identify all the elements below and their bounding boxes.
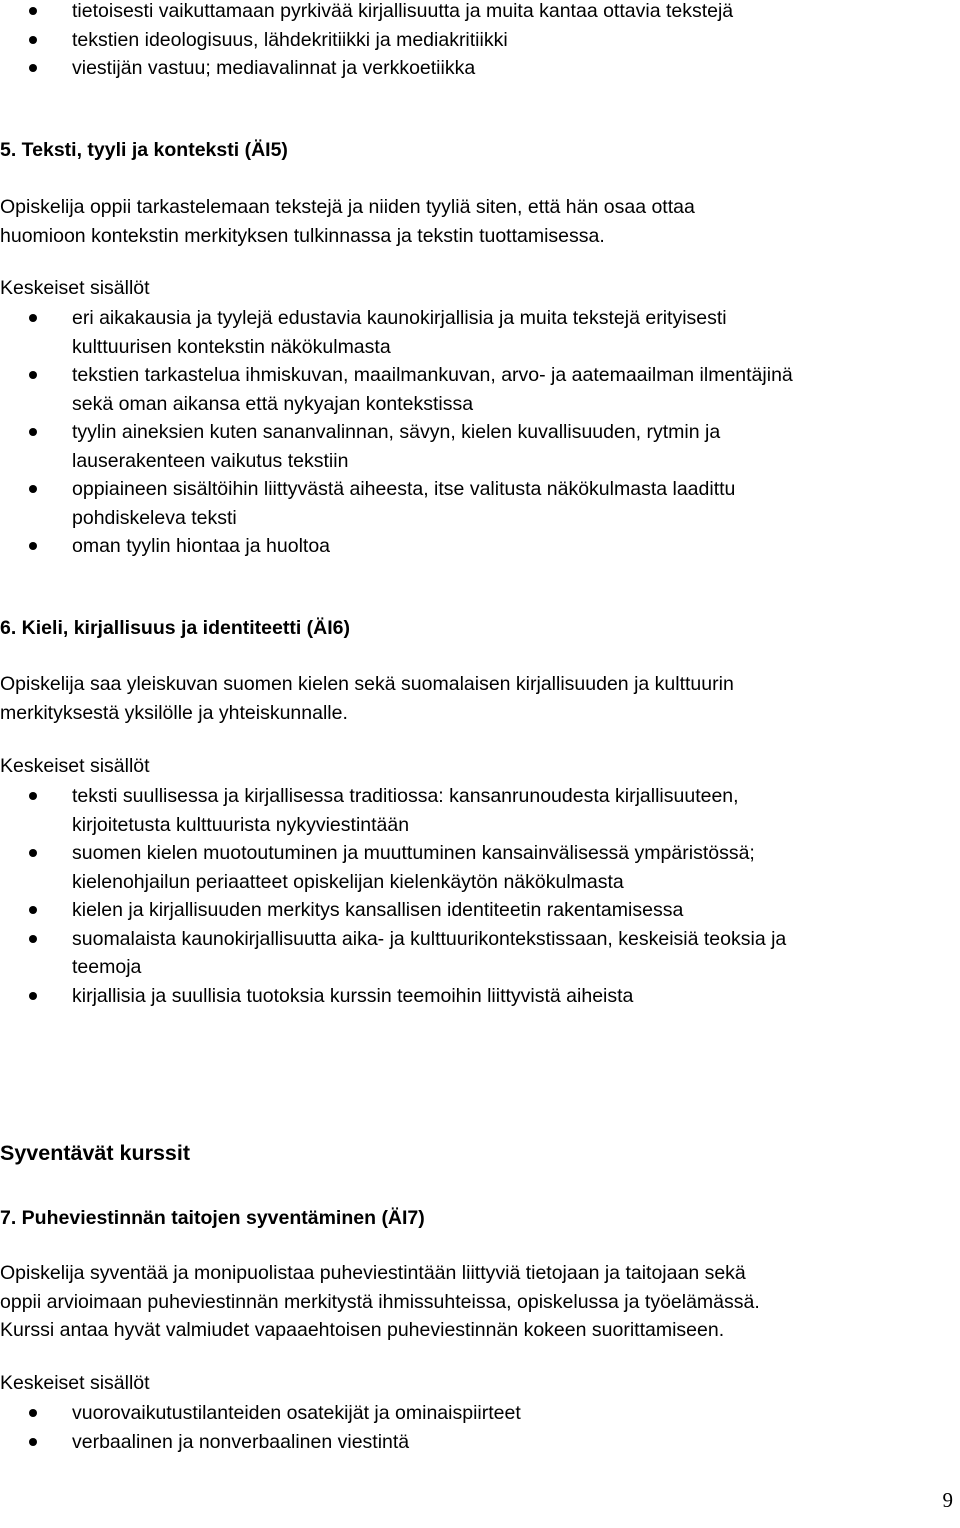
top-bullet-list (0, 0, 960, 83)
bullet-icon (29, 371, 37, 379)
section-heading: 5. Teksti, tyyli ja konteksti (ÄI5) (0, 139, 288, 161)
section-intro: Opiskelija syventää ja monipuolistaa puheviestintään liittyviä tietojaan ja taitojaan sekä oppii arvioimaan puheviestinnän merkitystä ihmissuhteissa, opiskelussa ja työelämässä. Kurssi antaa hyvät valmiudet vapaaehtoisen puheviestinnän kokeen suorittamiseen. (0, 1262, 760, 1341)
major-heading: Syventävät kurssit (0, 1141, 191, 1165)
list-item: teksti suullisessa ja kirjallisessa traditiossa: kansanrunoudesta kirjallisuuteen, kirjoitetusta kulttuurista nykyviestintään (0, 782, 960, 839)
list-item: eri aikakausia ja tyylejä edustavia kaunokirjallisia ja muita tekstejä erityisesti kulttuurisen kontekstin näkökulmasta (0, 304, 960, 361)
list-item: verbaalinen ja nonverbaalinen viestintä (0, 1428, 960, 1457)
section-subheading: Keskeiset sisällöt (0, 755, 150, 777)
list-item: kielen ja kirjallisuuden merkitys kansallisen identiteetin rakentamisessa (0, 896, 960, 925)
list-item: suomen kielen muotoutuminen ja muuttuminen kansainvälisessä ympäristössä; kielenohjailun periaatteet opiskelijan kielenkäytön näkökulmasta (0, 839, 960, 896)
list-item: tyylin aineksien kuten sananvalinnan, sävyn, kielen kuvallisuuden, rytmin ja lauserakenteen vaikutus tekstiin (0, 418, 960, 475)
list-item: viestijän vastuu; mediavalinnat ja verkkoetiikka (0, 54, 960, 83)
section-heading: 7. Puheviestinnän taitojen syventäminen (ÄI7) (0, 1207, 425, 1229)
bullet-icon (29, 849, 37, 857)
bullet-icon (29, 992, 37, 1000)
section-subheading: Keskeiset sisällöt (0, 277, 150, 299)
bullet-icon (29, 906, 37, 914)
page-number: 9 (942, 1488, 953, 1512)
section-heading: 6. Kieli, kirjallisuus ja identiteetti (ÄI6) (0, 617, 351, 639)
bullet-icon (29, 542, 37, 550)
list-item: oman tyylin hiontaa ja huoltoa (0, 532, 960, 561)
section-intro: Opiskelija saa yleiskuvan suomen kielen sekä suomalaisen kirjallisuuden ja kulttuurin merkityksestä yksilölle ja yhteiskunnalle. (0, 673, 734, 724)
bullet-icon (29, 64, 37, 72)
bullet-icon (29, 485, 37, 493)
section-intro: Opiskelija oppii tarkastelemaan tekstejä ja niiden tyyliä siten, että hän osaa ottaa huomioon kontekstin merkityksen tulkinnassa ja tekstin tuottamisessa. (0, 196, 695, 247)
bullet-icon (29, 314, 37, 322)
section-bullet-list (0, 1399, 960, 1456)
section-subheading: Keskeiset sisällöt (0, 1372, 150, 1394)
bullet-icon (29, 792, 37, 800)
list-item: vuorovaikutustilanteiden osatekijät ja ominaispiirteet (0, 1399, 960, 1428)
bullet-icon (29, 1409, 37, 1417)
list-item: kirjallisia ja suullisia tuotoksia kurssin teemoihin liittyvistä aiheista (0, 982, 960, 1011)
bullet-icon (29, 935, 37, 943)
section-bullet-list (0, 304, 960, 561)
list-item: suomalaista kaunokirjallisuutta aika- ja kulttuurikontekstissaan, keskeisiä teoksia ja teemoja (0, 925, 960, 982)
list-item: tekstien tarkastelua ihmiskuvan, maailmankuvan, arvo- ja aatemaailman ilmentäjinä sekä oman aikansa että nykyajan kontekstissa (0, 361, 960, 418)
bullet-icon (29, 36, 37, 44)
bullet-icon (29, 7, 37, 15)
list-item: oppiaineen sisältöihin liittyvästä aiheesta, itse valitusta näkökulmasta laadittu pohdiskeleva teksti (0, 475, 960, 532)
section-bullet-list (0, 782, 960, 1010)
bullet-icon (29, 428, 37, 436)
list-item: tekstien ideologisuus, lähdekritiikki ja mediakritiikki (0, 26, 960, 55)
list-item: tietoisesti vaikuttamaan pyrkivää kirjallisuutta ja muita kantaa ottavia tekstejä (0, 0, 960, 26)
bullet-icon (29, 1438, 37, 1446)
